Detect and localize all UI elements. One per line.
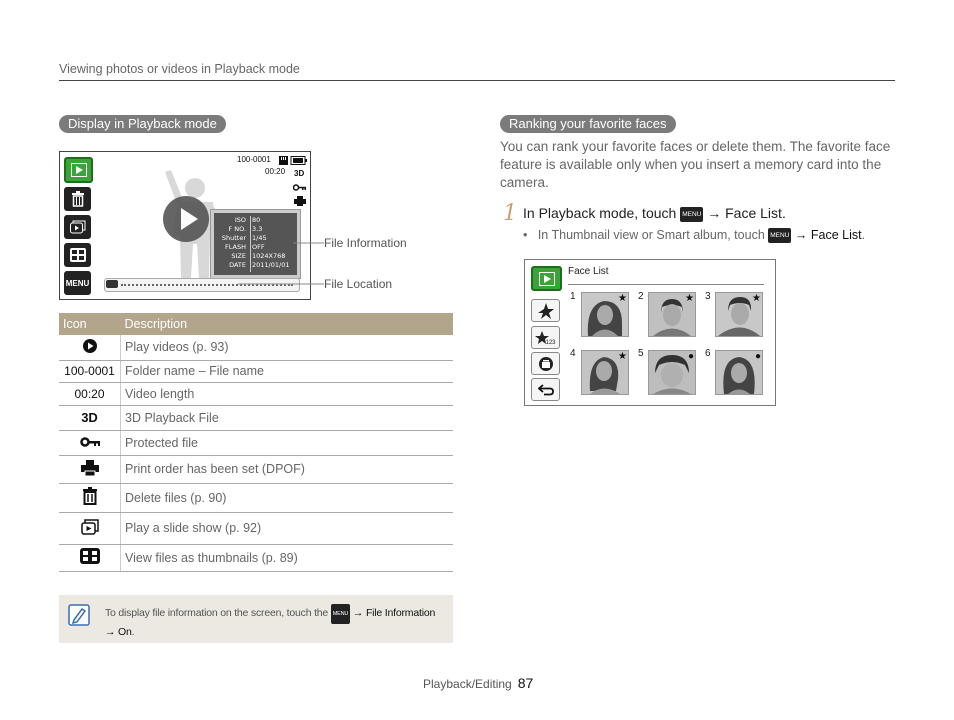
face-thumbnail[interactable] — [648, 292, 696, 337]
note-pencil-icon — [68, 604, 90, 626]
icon-table — [59, 313, 453, 572]
info-value: 1/45 — [252, 234, 267, 242]
row-icon-text: 100-0001 — [59, 360, 121, 382]
slideshow-button[interactable] — [64, 215, 91, 239]
header-rule — [59, 80, 895, 81]
row-description: Print order has been set (DPOF) — [121, 455, 454, 483]
section-title-display: Display in Playback mode — [59, 115, 226, 133]
screen-3d-icon: 3D — [294, 169, 305, 178]
footer-section: Playback/Editing — [423, 677, 512, 691]
table-row — [59, 512, 453, 544]
table-row — [59, 335, 453, 360]
column-header-description: Description — [121, 313, 454, 335]
face-thumbnail[interactable] — [648, 350, 696, 395]
favorite-star-button[interactable] — [531, 299, 560, 322]
table-row — [59, 430, 453, 455]
favorite-star-icon: ★ — [618, 293, 627, 304]
face-thumbnail[interactable] — [715, 350, 763, 395]
face-number: 1 — [570, 291, 576, 302]
bullet-target: Face List — [810, 228, 862, 242]
section-title-ranking: Ranking your favorite faces — [500, 115, 676, 133]
info-key: FLASH — [225, 243, 246, 251]
running-head: Viewing photos or videos in Playback mode — [59, 62, 300, 76]
delete-face-button[interactable] — [531, 352, 560, 375]
face-thumbnail[interactable] — [715, 292, 763, 337]
row-description: Play videos (p. 93) — [121, 335, 454, 360]
face-number: 2 — [638, 291, 644, 302]
step-instruction: In Playback mode, touch — [523, 205, 677, 221]
info-key: F NO. — [228, 225, 246, 233]
step-number: 1 — [503, 201, 517, 226]
step-text — [523, 205, 786, 222]
info-value: 80 — [252, 216, 261, 224]
play-overlay-icon[interactable] — [163, 196, 209, 242]
thumbnail-button[interactable] — [64, 243, 91, 267]
step-menu-icon: MENU — [680, 207, 703, 222]
info-value: 1024X768 — [252, 252, 286, 260]
page-footer — [423, 675, 533, 691]
note-text — [105, 604, 445, 640]
face-number: 3 — [705, 291, 711, 302]
row-description: Play a slide show (p. 92) — [121, 512, 454, 544]
bullet-end: . — [861, 228, 866, 242]
row-description: Folder name – File name — [121, 360, 454, 382]
face-list-rule — [568, 284, 764, 285]
screen-file-name: 100-0001 — [237, 155, 271, 164]
ranking-paragraph: You can rank your favorite faces or delete them. The favorite face feature is available only when you insert a memory card into the camera. — [500, 139, 891, 190]
bullet-menu-icon: MENU — [768, 228, 791, 243]
callout-lines — [230, 236, 325, 291]
bullet-instruction: In Thumbnail view or Smart album, touch — [537, 228, 765, 242]
face-thumbnail[interactable] — [581, 350, 629, 395]
info-key: Shutter — [221, 234, 246, 242]
slideshow-icon — [59, 512, 121, 544]
screen-video-length: 00:20 — [265, 167, 286, 176]
note-arrow: → — [352, 607, 364, 619]
note-target-2: On — [118, 626, 132, 638]
info-key: DATE — [229, 261, 246, 269]
favorite-star-icon: ★ — [618, 351, 627, 362]
table-row — [59, 405, 453, 430]
face-number: 4 — [570, 348, 576, 359]
row-description: Delete files (p. 90) — [121, 483, 454, 512]
table-row — [59, 483, 453, 512]
trash-icon — [59, 483, 121, 512]
table-header-row — [59, 313, 453, 335]
note-end: . — [131, 626, 135, 638]
row-description: Protected file — [121, 430, 454, 455]
step-end: . — [781, 205, 786, 221]
note-target: File Information — [365, 607, 436, 619]
screen-key-icon — [293, 184, 306, 191]
table-row — [59, 544, 453, 571]
bullet-text — [523, 228, 865, 243]
step-arrow: → — [707, 205, 722, 221]
back-button[interactable] — [531, 378, 560, 401]
bullet-arrow: → — [794, 228, 808, 242]
table-row — [59, 360, 453, 382]
callout-file-information: File Information — [324, 236, 407, 250]
table-row — [59, 455, 453, 483]
info-key: SIZE — [231, 252, 246, 260]
face-number: 6 — [705, 348, 711, 359]
menu-button-label: MENU — [65, 278, 90, 288]
location-marker-icon — [106, 280, 118, 288]
face-dot-icon: ● — [687, 351, 694, 362]
row-description: 3D Playback File — [121, 405, 454, 430]
face-dot-icon: ● — [754, 351, 761, 362]
info-value: 3.3 — [252, 225, 263, 233]
menu-button[interactable] — [64, 271, 91, 295]
favorite-star-icon: ★ — [752, 293, 761, 304]
face-list-screen — [524, 259, 776, 406]
note-menu-icon: MENU — [331, 604, 350, 624]
memory-battery-icon — [279, 156, 307, 165]
note-arrow-2: → — [105, 626, 116, 638]
info-key: ISO — [234, 216, 246, 224]
printer-icon — [59, 455, 121, 483]
delete-button[interactable] — [64, 187, 91, 211]
callout-file-location: File Location — [324, 277, 393, 291]
play-icon — [59, 335, 121, 360]
screen-printer-icon — [294, 196, 306, 206]
table-row — [59, 382, 453, 405]
row-icon-text: 00:20 — [59, 382, 121, 405]
thumbnail-icon — [59, 544, 121, 571]
row-description: View files as thumbnails (p. 89) — [121, 544, 454, 571]
column-header-icon: Icon — [59, 313, 121, 335]
playback-mode-button[interactable] — [64, 157, 93, 183]
rank-button[interactable] — [531, 326, 560, 349]
row-description: Video length — [121, 382, 454, 405]
3d-icon: 3D — [59, 405, 121, 430]
rank-badge: 123 — [545, 339, 556, 346]
face-thumbnail[interactable] — [581, 292, 629, 337]
playback-mode-button[interactable] — [531, 266, 562, 291]
face-list-title: Face List — [568, 266, 609, 277]
key-icon — [59, 430, 121, 455]
favorite-star-icon: ★ — [685, 293, 694, 304]
step-target: Face List — [725, 205, 782, 221]
note-text-before: To display file information on the screen, touch the — [105, 607, 329, 619]
bullet-mark: • — [523, 228, 528, 242]
info-value: 2011/01/01 — [252, 261, 290, 269]
face-number: 5 — [638, 348, 644, 359]
info-value: OFF — [252, 243, 265, 251]
note-box — [59, 595, 453, 643]
page-number: 87 — [517, 675, 534, 691]
